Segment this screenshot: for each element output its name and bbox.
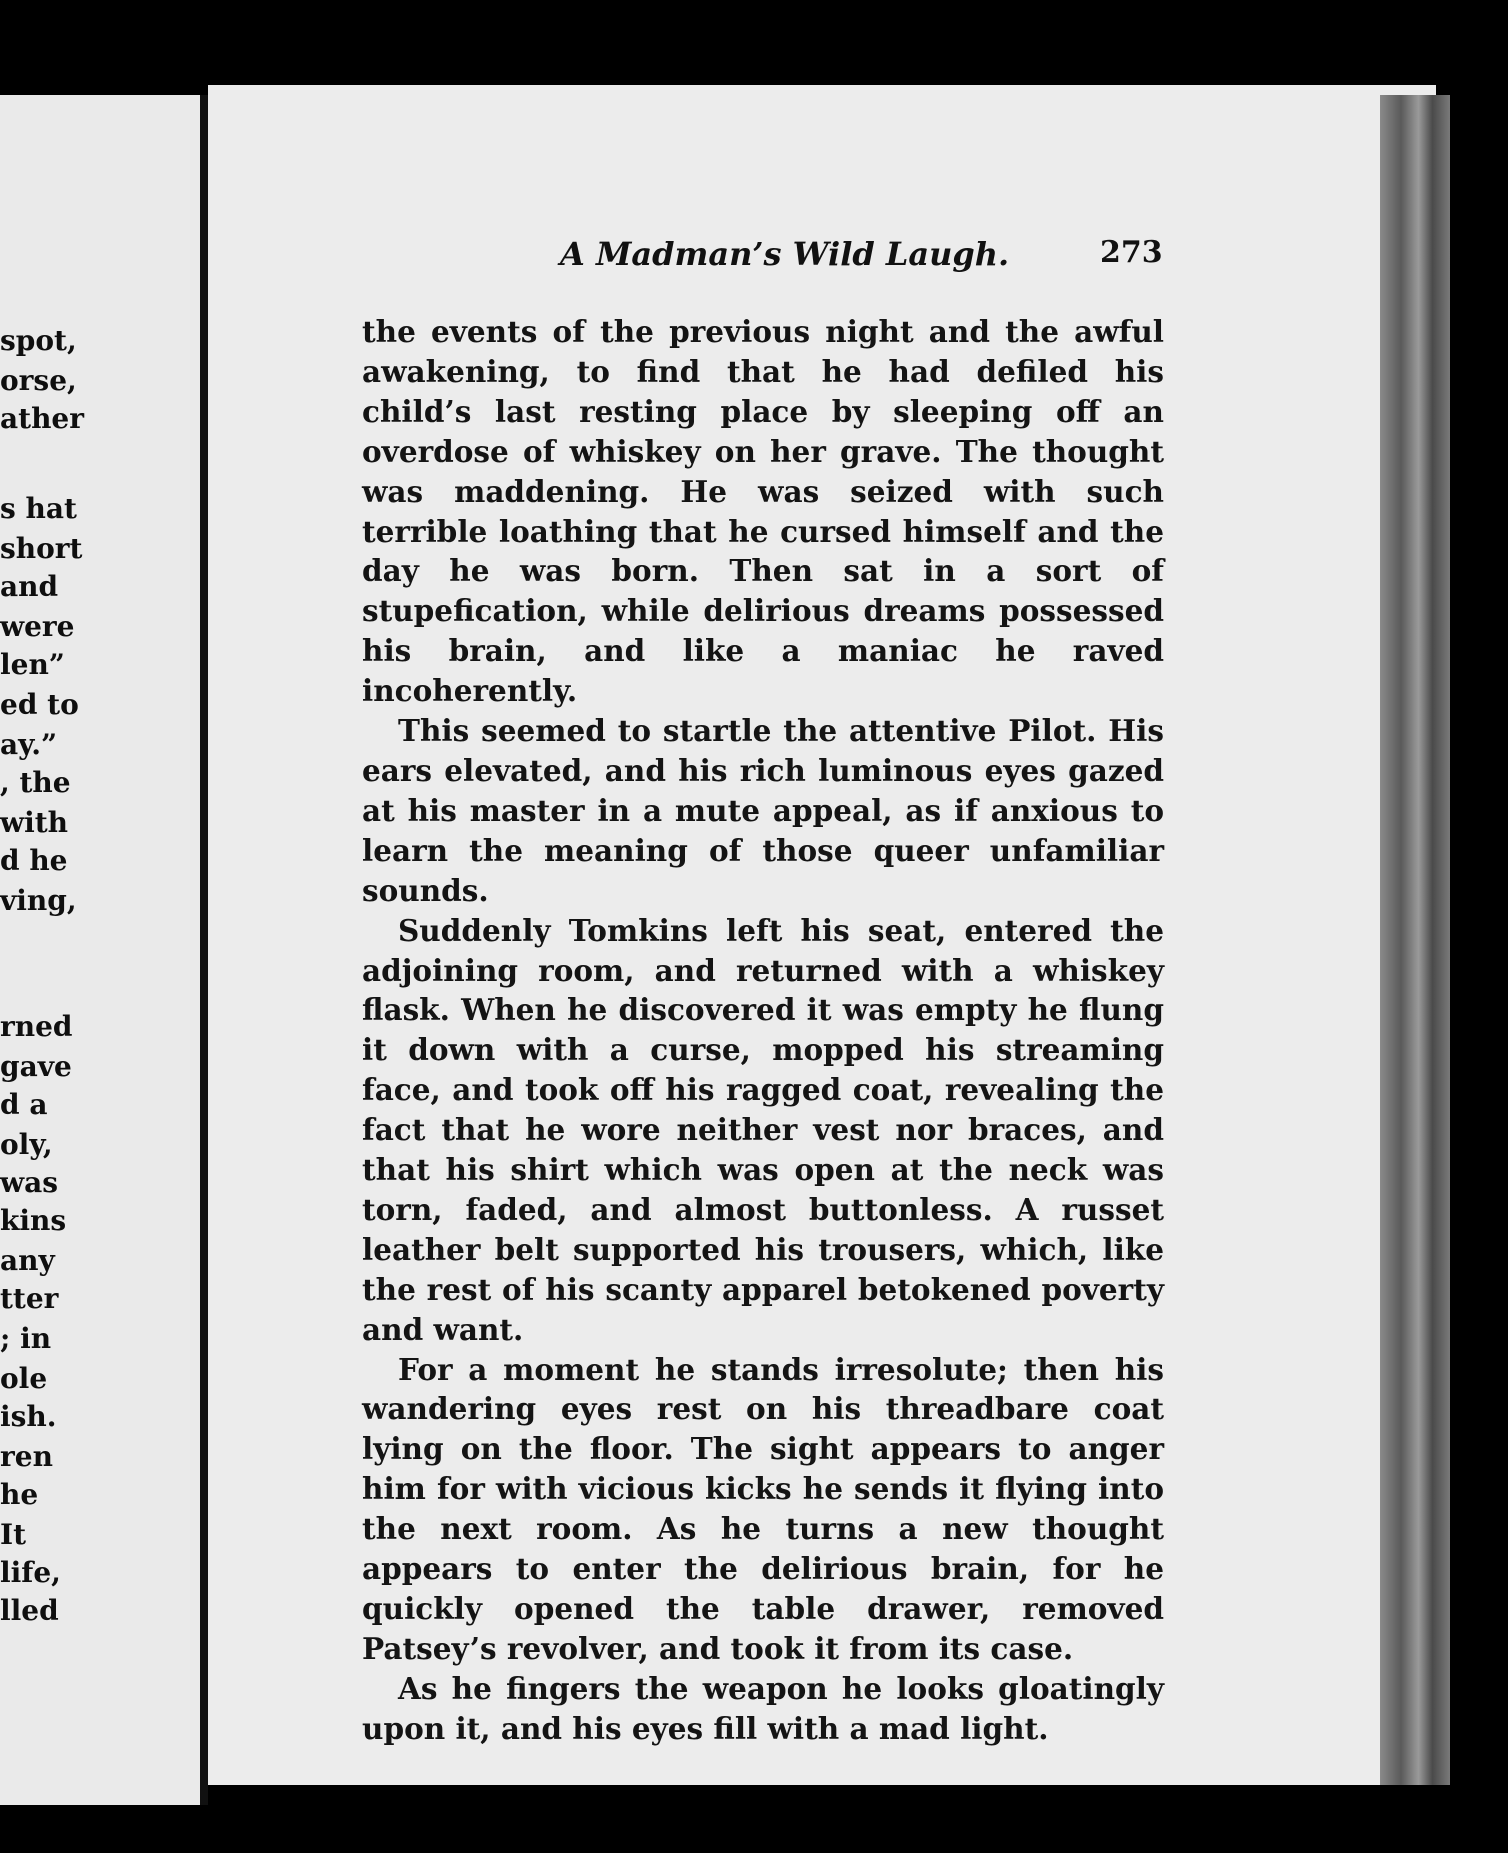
left-page-line-fragment: any	[0, 1244, 55, 1277]
left-page-line-fragment: len”	[0, 648, 65, 681]
left-page-line-fragment: ; in	[0, 1322, 52, 1355]
left-page-line-fragment: d a	[0, 1088, 48, 1121]
left-page-line-fragment: ed to	[0, 688, 79, 721]
left-page-line-fragment: were	[0, 610, 75, 643]
left-page-line-fragment: rned	[0, 1010, 73, 1043]
paragraph: Suddenly Tomkins left his seat, entered the adjoining room, and returned with a whiskey flask. When he discovered it was empty he flung it down with a curse, mopped his streaming face, and took off his ragged coat, revealing the fact that he wore neither vest nor braces, and that his shirt which was open at the neck was torn, faded, and almost buttonless. A russet leather belt supported his trousers, which, like the rest of his scanty apparel betokened poverty and want.	[362, 912, 1164, 1347]
left-page-line-fragment: spot,	[0, 324, 77, 357]
page-header	[560, 235, 1163, 275]
left-page-line-fragment: ole	[0, 1362, 48, 1395]
body-text	[362, 312, 1164, 1749]
left-page-line-fragment: gave	[0, 1050, 72, 1083]
paragraph: the events of the previous night and the awful awakening, to find that he had defiled his child’s last resting place by sleeping off an overdose of whiskey on her grave. The thought was maddening. He was seized with such terrible loathing that he cursed himself and the day he was born. Then sat in a sort of stupefication, while delirious dreams possessed his brain, and like a maniac he raved incoherently.	[362, 314, 1164, 709]
left-page-line-fragment: with	[0, 806, 69, 839]
left-page-line-fragment: kins	[0, 1204, 67, 1237]
left-page-line-fragment: was	[0, 1166, 59, 1199]
left-page-line-fragment: s hat	[0, 492, 77, 525]
paragraph: This seemed to startle the attentive Pilot. His ears elevated, and his rich luminous eyes gazed at his master in a mute appeal, as if anxious to learn the meaning of those queer unfamiliar sounds.	[362, 713, 1164, 908]
left-page-line-fragment: ish.	[0, 1400, 57, 1433]
running-title: A Madman’s Wild Laugh.	[560, 235, 1010, 273]
book-gutter	[200, 95, 208, 1805]
left-page-line-fragment: life,	[0, 1556, 61, 1589]
left-page-line-fragment: oly,	[0, 1128, 53, 1161]
paragraph: As he fingers the weapon he looks gloatingly upon it, and his eyes fill with a mad light.	[362, 1670, 1164, 1746]
left-page-line-fragment: and	[0, 570, 59, 603]
left-page-line-fragment: orse,	[0, 364, 77, 397]
left-page-line-fragment: , the	[0, 766, 71, 799]
left-page-line-fragment: ren	[0, 1440, 53, 1473]
paragraph: For a moment he stands irresolute; then his wandering eyes rest on his threadbare coat lying on the floor. The sight appears to anger him for with vicious kicks he sends it flying into the next room. As he turns a new thought appears to enter the delirious brain, for he quickly opened the table drawer, removed Patsey’s revolver, and took it from its case.	[362, 1351, 1164, 1666]
left-page-line-fragment: ay.”	[0, 728, 58, 761]
left-page	[0, 95, 204, 1805]
page-number: 273	[1100, 235, 1163, 270]
left-page-line-fragment: It	[0, 1518, 27, 1551]
left-page-line-fragment: ather	[0, 402, 84, 435]
page-edge	[1380, 95, 1450, 1785]
left-page-line-fragment: d he	[0, 844, 68, 877]
left-page-line-fragment: lled	[0, 1594, 59, 1627]
left-page-line-fragment: he	[0, 1478, 39, 1511]
left-page-line-fragment: tter	[0, 1282, 59, 1315]
left-page-line-fragment: ving,	[0, 884, 77, 917]
left-page-line-fragment: short	[0, 532, 83, 565]
